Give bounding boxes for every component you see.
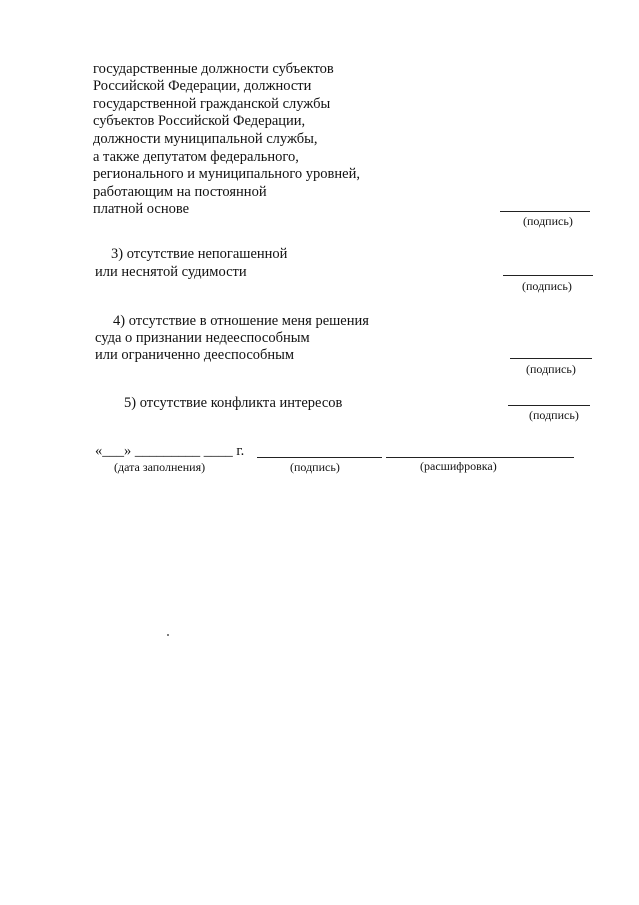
scan-speck [167, 634, 169, 636]
footer-date-caption: (дата заполнения) [114, 460, 206, 474]
item5-signature-caption: (подпись) [529, 408, 579, 422]
intro-line-6: а также депутатом федерального, [93, 149, 299, 165]
footer-decoding-caption: (расшифровка) [420, 459, 497, 473]
intro-line-8: работающим на постоянной [93, 184, 267, 200]
item4-line-1: 4) отсутствие в отношение меня решения [113, 313, 369, 329]
footer-date-field[interactable]: «___» _________ ____ г. [95, 443, 245, 459]
item4-line-2: суда о признании недееспособным [95, 330, 310, 346]
footer-signature-caption: (подпись) [290, 460, 340, 474]
footer-signature-line[interactable] [257, 457, 382, 458]
item3-line-2: или неснятой судимости [95, 264, 247, 280]
item5-signature-line[interactable] [508, 405, 590, 406]
item3-signature-line[interactable] [503, 275, 593, 276]
intro-line-9: платной основе [93, 201, 190, 217]
intro-signature-caption: (подпись) [523, 214, 573, 228]
intro-line-2: Российской Федерации, должности [93, 78, 312, 94]
intro-line-3: государственной гражданской службы [93, 96, 331, 112]
intro-line-5: должности муниципальной службы, [93, 131, 318, 147]
intro-line-4: субъектов Российской Федерации, [93, 113, 306, 129]
intro-line-1: государственные должности субъектов [93, 61, 334, 77]
item5-text: 5) отсутствие конфликта интересов [124, 395, 343, 411]
item4-signature-line[interactable] [510, 358, 592, 359]
item4-signature-caption: (подпись) [526, 362, 576, 376]
footer-decoding-line[interactable] [386, 457, 574, 458]
item3-signature-caption: (подпись) [522, 279, 572, 293]
item4-line-3: или ограниченно дееспособным [95, 347, 295, 363]
intro-line-7: регионального и муниципального уровней, [93, 166, 360, 182]
item3-line-1: 3) отсутствие непогашенной [111, 246, 288, 262]
intro-signature-line[interactable] [500, 211, 590, 212]
